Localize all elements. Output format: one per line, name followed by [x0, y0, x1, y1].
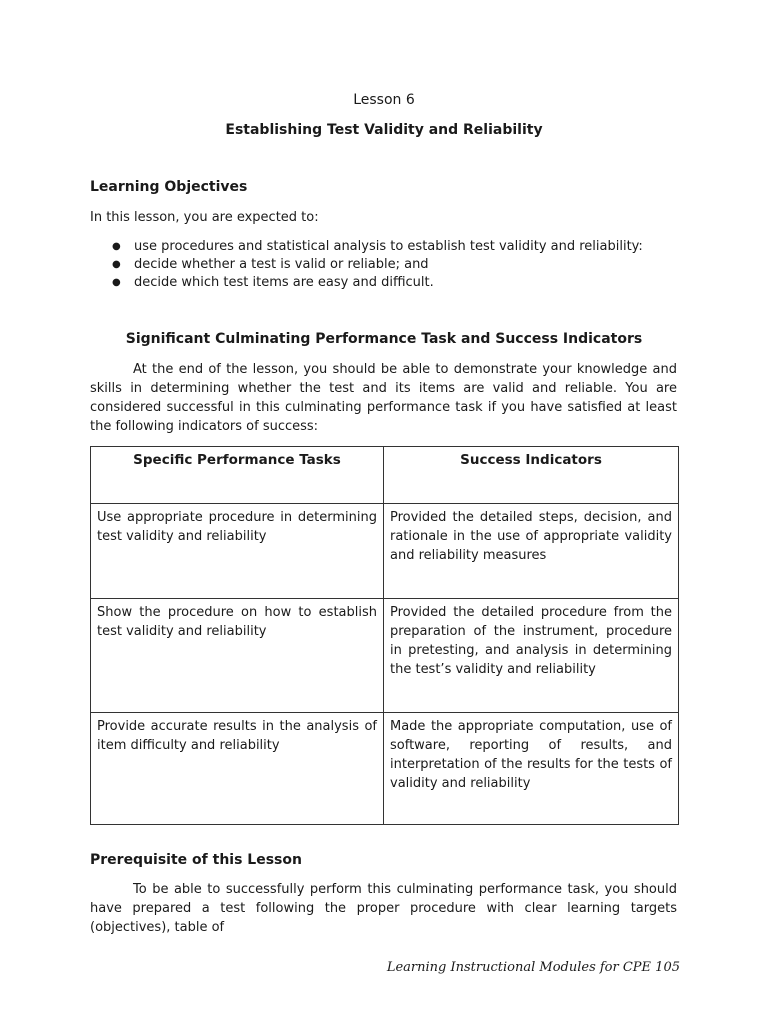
indicator-cell: Provided the detailed procedure from the preparation of the instrument, procedure in pretesting, and analysis in determining the test’s validity and reliability: [384, 599, 679, 713]
table-header-row: [91, 447, 679, 504]
column-header-indicators: Success Indicators: [384, 447, 679, 504]
prerequisite-heading: Prerequisite of this Lesson: [90, 852, 302, 868]
indicator-cell: Made the appropriate computation, use of software, reporting of results, and interpretation of the results for the tests of validity and reliability: [384, 713, 679, 825]
page-footer: Learning Instructional Modules for CPE 105: [386, 960, 680, 975]
task-cell: Use appropriate procedure in determining test validity and reliability: [91, 504, 384, 599]
bullet-icon: ●: [112, 277, 121, 288]
objectives-list: [90, 238, 680, 292]
culminating-heading: Significant Culminating Performance Task and Success Indicators: [125, 331, 643, 347]
task-cell: Provide accurate results in the analysis of item difficulty and reliability: [91, 713, 384, 825]
list-item: [90, 238, 680, 256]
objectives-heading: Learning Objectives: [90, 179, 248, 195]
indicator-cell: Provided the detailed steps, decision, and rationale in the use of appropriate validity and reliability measures: [384, 504, 679, 599]
column-header-tasks: Specific Performance Tasks: [91, 447, 384, 504]
bullet-icon: ●: [112, 241, 121, 252]
objectives-intro: In this lesson, you are expected to:: [90, 210, 319, 225]
objective-text: use procedures and statistical analysis to establish test validity and reliability:: [134, 239, 643, 254]
lesson-number: Lesson 6: [353, 92, 415, 108]
culminating-paragraph: At the end of the lesson, you should be able to demonstrate your knowledge and skills in determining whether the test and its items are valid and reliable. You are considered successful in this culminating performance task if you have satisfied at least the following indicators of success:: [90, 362, 677, 434]
prerequisite-paragraph: To be able to successfully perform this culminating performance task, you should have prepared a test following the proper procedure with clear learning targets (objectives), table of: [90, 882, 677, 935]
table-row: [91, 713, 679, 825]
table-row: [91, 504, 679, 599]
bullet-icon: ●: [112, 259, 121, 270]
lesson-title: Establishing Test Validity and Reliability: [225, 122, 543, 138]
table-row: [91, 599, 679, 713]
list-item: [90, 256, 680, 274]
task-cell: Show the procedure on how to establish test validity and reliability: [91, 599, 384, 713]
performance-table: [90, 446, 679, 825]
objective-text: decide which test items are easy and difficult.: [134, 275, 434, 290]
list-item: [90, 274, 680, 292]
objective-text: decide whether a test is valid or reliable; and: [134, 257, 429, 272]
